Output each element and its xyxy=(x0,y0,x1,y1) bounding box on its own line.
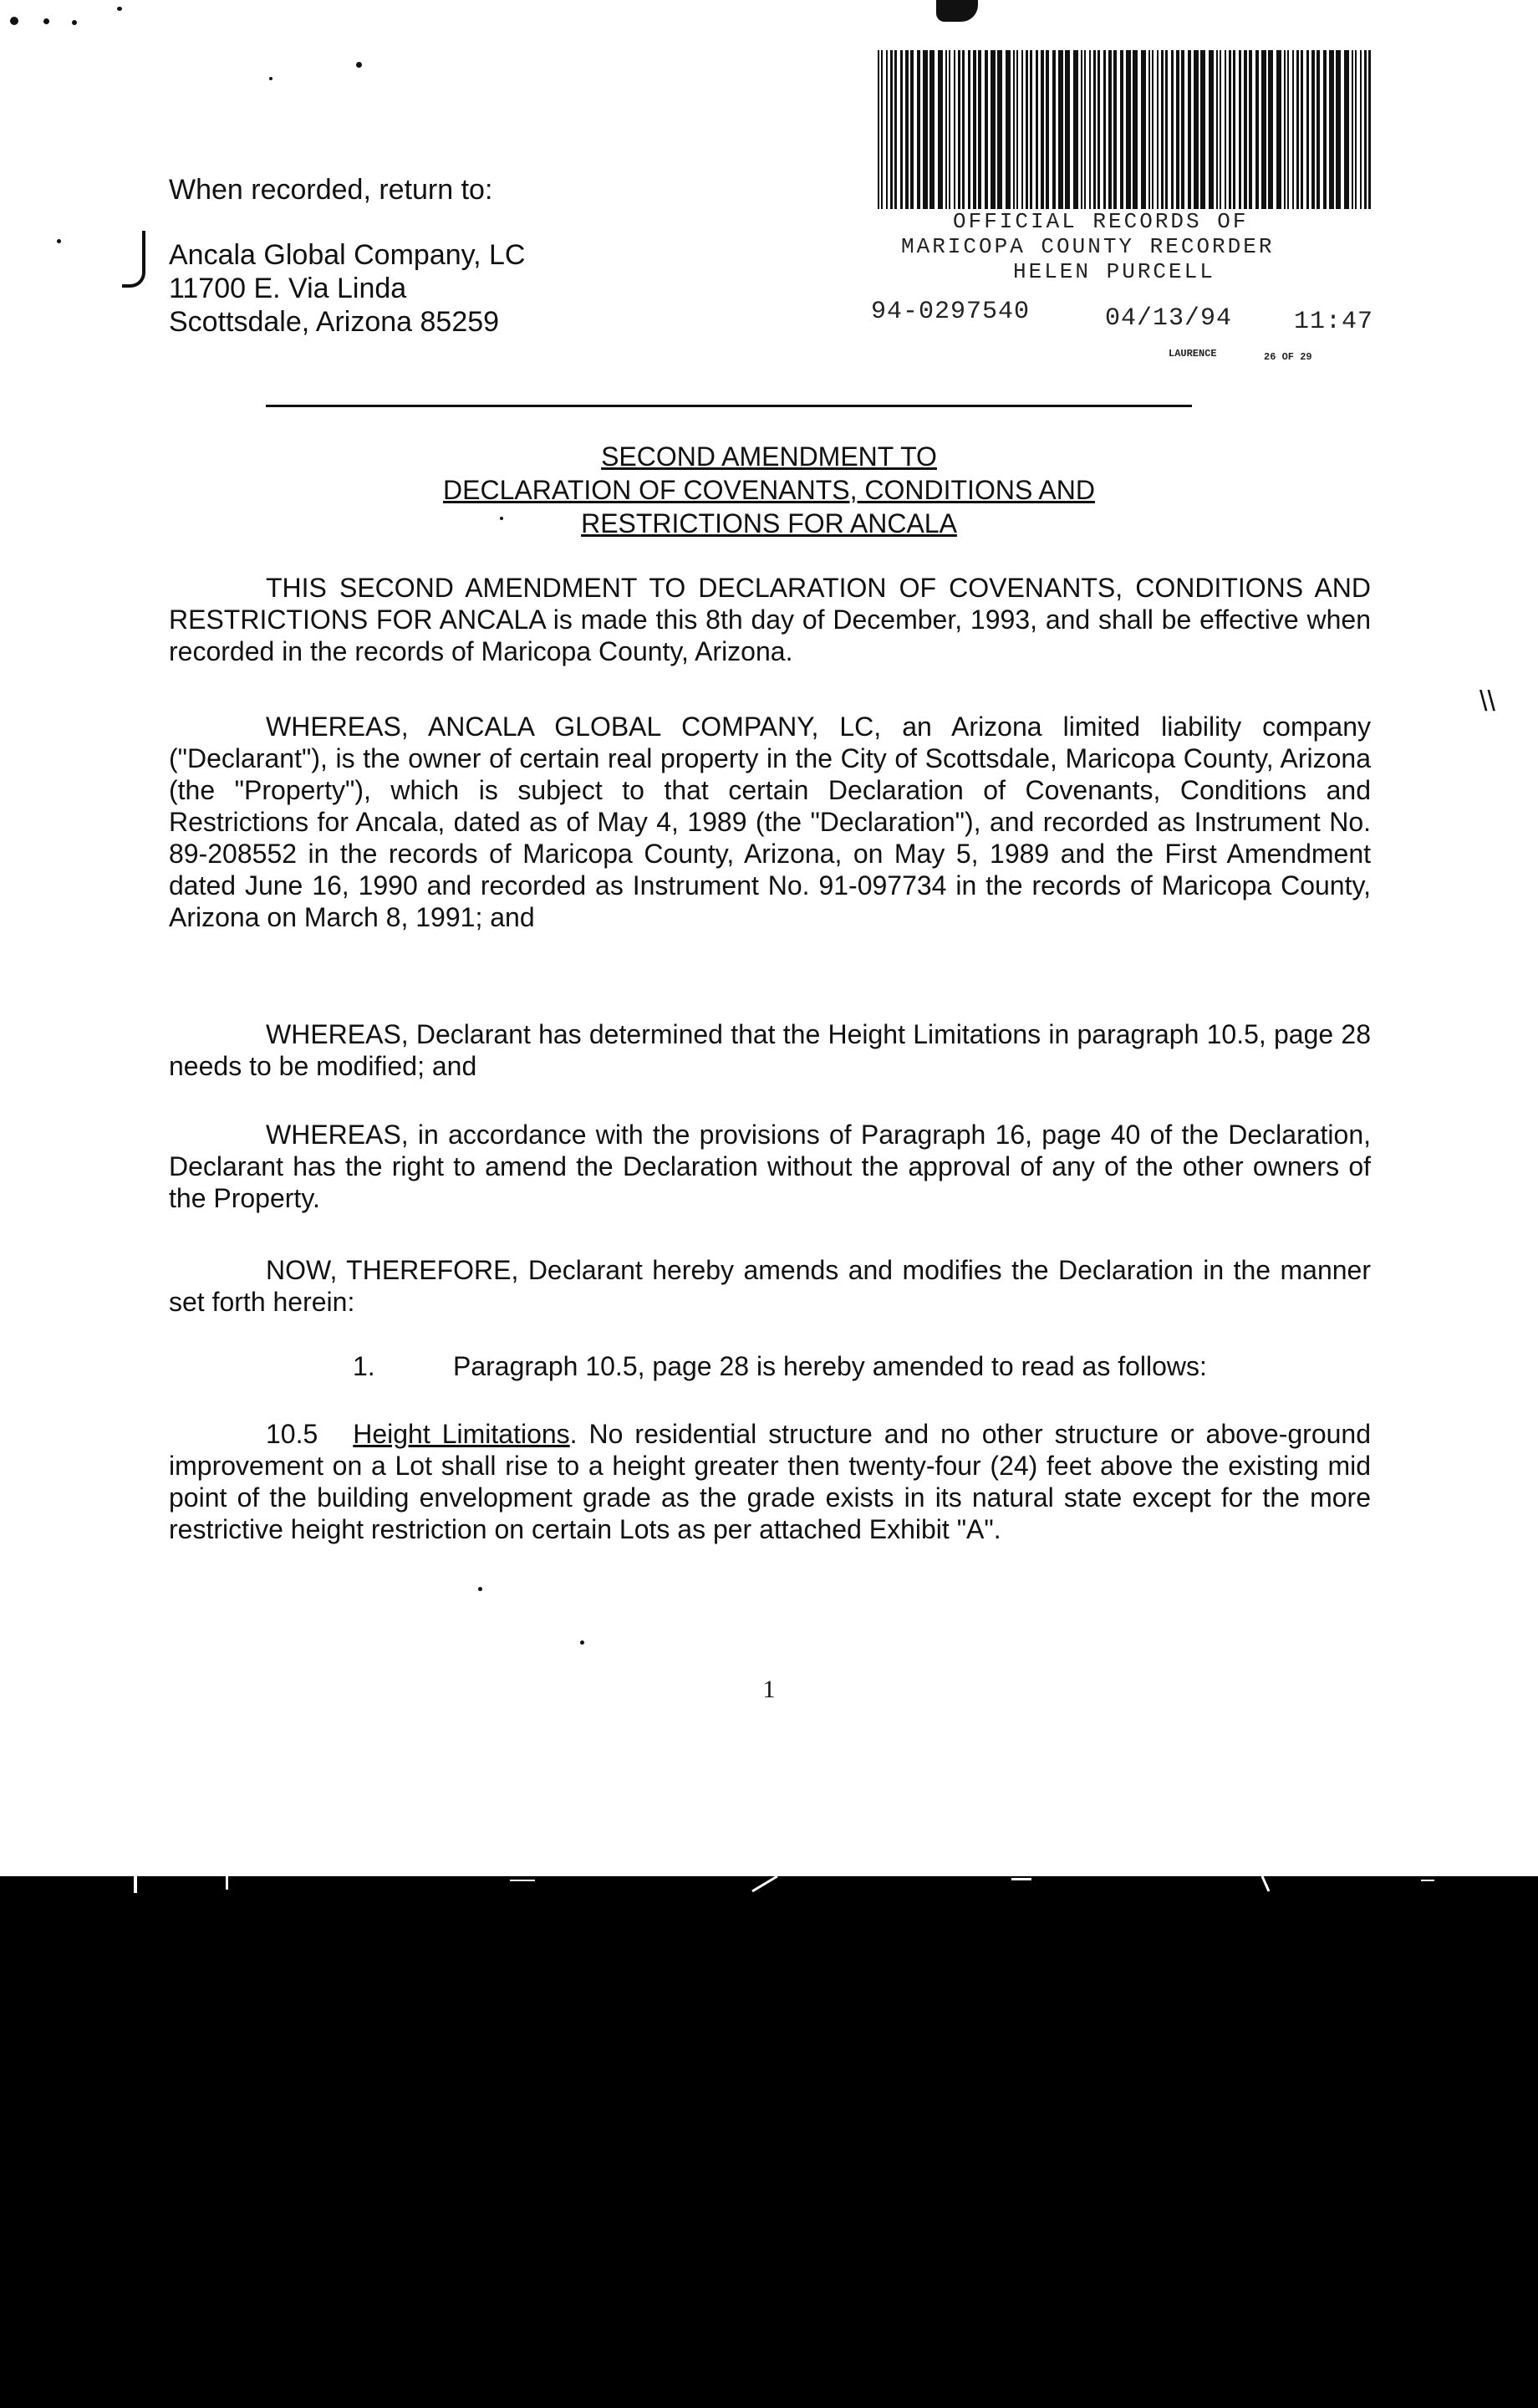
margin-mark: \\ xyxy=(1479,686,1495,717)
barcode-bar xyxy=(978,50,981,209)
barcode-bar xyxy=(1065,50,1070,209)
barcode-bar xyxy=(1296,50,1299,209)
amendment-item-text: Paragraph 10.5, page 28 is hereby amended to read as follows: xyxy=(453,1351,1207,1381)
barcode-bar xyxy=(1126,50,1131,209)
barcode-bar xyxy=(1021,50,1023,209)
barcode-bar xyxy=(1209,50,1214,209)
barcode-bar xyxy=(1368,50,1371,209)
barcode-bar xyxy=(1026,50,1028,209)
barcode-bar xyxy=(1352,50,1353,209)
ink-blot xyxy=(936,0,978,22)
barcode-bar xyxy=(1364,50,1367,209)
return-to-label: When recorded, return to: xyxy=(169,174,493,206)
barcode-bar xyxy=(886,50,888,209)
preamble-paragraph: THIS SECOND AMENDMENT TO DECLARATION OF COVENANTS, CONDITIONS AND RESTRICTIONS FOR ANCALA is made this 8th day of December, 1993, and shall be effective when recorded in the records of Maricopa County, Arizona. xyxy=(169,573,1371,666)
barcode-bar xyxy=(1216,50,1218,209)
barcode-bar xyxy=(1171,50,1174,209)
barcode-bar xyxy=(1336,50,1341,209)
barcode-bar xyxy=(1301,50,1303,209)
barcode-bar xyxy=(890,50,893,209)
section-number: 10.5 xyxy=(266,1419,318,1449)
barcode-bar xyxy=(1084,50,1086,209)
recorder-stamp-line: OFFICIAL RECORDS OF xyxy=(953,209,1249,234)
barcode-bar xyxy=(973,50,976,209)
barcode-bar xyxy=(985,50,988,209)
instrument-number: 94-0297540 xyxy=(871,298,1031,326)
barcode-bar xyxy=(1229,50,1231,209)
barcode-bar xyxy=(929,50,935,209)
barcode-bar xyxy=(1036,50,1038,209)
barcode-bar xyxy=(1046,50,1049,209)
barcode-bar xyxy=(900,50,903,209)
section-heading: Height Limitations xyxy=(353,1419,570,1449)
barcode-bar xyxy=(1360,50,1362,209)
barcode-bar xyxy=(1141,50,1146,209)
barcode-bar xyxy=(1188,50,1191,209)
barcode-bar xyxy=(1165,50,1168,209)
barcode-bar xyxy=(894,50,897,209)
barcode-bar xyxy=(1344,50,1349,209)
barcode-bar xyxy=(1073,50,1078,209)
horizontal-rule xyxy=(266,405,1192,407)
barcode-bar xyxy=(1323,50,1327,209)
barcode-bar xyxy=(1181,50,1184,209)
barcode-bar xyxy=(1058,50,1063,209)
barcode-bar xyxy=(1081,50,1082,209)
barcode-bar xyxy=(1093,50,1096,209)
barcode xyxy=(878,50,1371,209)
barcode-bar xyxy=(1108,50,1112,209)
barcode-bar xyxy=(1306,50,1309,209)
document-title-line: DECLARATION OF COVENANTS, CONDITIONS AND xyxy=(443,475,1095,505)
barcode-bar xyxy=(881,50,883,209)
barcode-bar xyxy=(1041,50,1044,209)
barcode-bar xyxy=(1329,50,1334,209)
amendment-item-number: 1. xyxy=(353,1351,375,1381)
document-title-line: SECOND AMENDMENT TO xyxy=(601,441,937,472)
whereas-paragraph: WHEREAS, ANCALA GLOBAL COMPANY, LC, an Arizona limited liability company ("Declarant"), is the owner of certain real property in the City of Scottsdale, Maricopa County, Arizona (the "Property"), which is subject to that certain Declaration of Covenants, Conditions and Restrictions for Ancala, dated as of May 4, 1989 (the "Declaration"), and recorded as Instrument No. 89-208552 in the records of Maricopa County, Arizona, on May 5, 1989 and the First Amendment dated June 16, 1990 and recorded as Instrument No. 91-097734 in the records of Maricopa County, Arizona on March 8, 1991; and xyxy=(169,712,1371,932)
barcode-bar xyxy=(968,50,970,209)
barcode-bar xyxy=(1276,50,1281,209)
scan-speck xyxy=(57,239,61,243)
barcode-bar xyxy=(923,50,928,209)
return-address-line: Ancala Global Company, LC xyxy=(169,239,526,271)
therefore-paragraph: NOW, THEREFORE, Declarant hereby amends and modifies the Declaration in the manner set forth herein: xyxy=(169,1255,1371,1317)
barcode-bar xyxy=(958,50,960,209)
scan-speck xyxy=(580,1640,584,1645)
barcode-bar xyxy=(1261,50,1266,209)
barcode-bar xyxy=(1249,50,1252,209)
barcode-bar xyxy=(1052,50,1056,209)
barcode-bar xyxy=(1239,50,1241,209)
barcode-bar xyxy=(1089,50,1091,209)
amendment-item xyxy=(353,1351,1207,1382)
barcode-bar xyxy=(1113,50,1117,209)
barcode-bar xyxy=(1287,50,1289,209)
barcode-bar xyxy=(1006,50,1011,209)
page-number: 1 xyxy=(762,1676,776,1703)
barcode-bar xyxy=(1220,50,1221,209)
barcode-bar xyxy=(1148,50,1150,209)
barcode-bar xyxy=(954,50,955,209)
return-address-line: 11700 E. Via Linda xyxy=(169,273,407,304)
barcode-bar xyxy=(1284,50,1286,209)
barcode-bar xyxy=(1268,50,1273,209)
barcode-bar xyxy=(910,50,914,209)
scan-speck xyxy=(43,18,49,24)
barcode-bar xyxy=(905,50,909,209)
section-paragraph xyxy=(169,1418,1371,1545)
whereas-paragraph: WHEREAS, Declarant has determined that the Height Limitations in paragraph 10.5, page 28 needs to be modified; and xyxy=(169,1019,1371,1081)
barcode-bar xyxy=(1233,50,1235,209)
barcode-bar xyxy=(1016,50,1018,209)
barcode-bar xyxy=(1194,50,1199,209)
barcode-bar xyxy=(1355,50,1357,209)
handwritten-mark xyxy=(122,231,145,288)
scan-speck xyxy=(117,7,122,11)
whereas-paragraph: WHEREAS, in accordance with the provisions of Paragraph 16, page 40 of the Declaration, Declarant has the right to amend the Declaration without the approval of any of the other owners of the Property. xyxy=(169,1120,1371,1213)
scan-speck xyxy=(72,20,77,25)
section-text: . No residential structure and no other structure or above-ground improvement on a Lot shall rise to a height greater then twenty-four (24) feet above the existing mid point of the building envelopment grade as the grade exists in its natural state except for the more restrictive height restriction on certain Lots as per attached Exhibit "A". xyxy=(169,1419,1372,1544)
scan-black-band xyxy=(0,1876,1538,2408)
recorded-time: 11:47 xyxy=(1294,308,1374,336)
barcode-bar xyxy=(1013,50,1015,209)
barcode-bar xyxy=(945,50,947,209)
barcode-bar xyxy=(938,50,943,209)
recorder-stamp-line: MARICOPA COUNTY RECORDER xyxy=(901,234,1275,259)
scan-speck xyxy=(478,1587,482,1591)
barcode-bar xyxy=(1097,50,1100,209)
barcode-bar xyxy=(1200,50,1205,209)
barcode-bar xyxy=(1292,50,1294,209)
barcode-bar xyxy=(1311,50,1315,209)
barcode-bar xyxy=(1157,50,1159,209)
barcode-bar xyxy=(1255,50,1259,209)
barcode-bar xyxy=(997,50,1002,209)
scan-speck xyxy=(356,62,362,68)
scan-speck xyxy=(10,17,18,25)
scan-band-noise xyxy=(0,1876,1538,1893)
barcode-bar xyxy=(1030,50,1032,209)
barcode-bar xyxy=(1161,50,1164,209)
barcode-bar xyxy=(962,50,965,209)
barcode-bar xyxy=(1316,50,1320,209)
page-count: 26 OF 29 xyxy=(1264,351,1312,363)
barcode-bar xyxy=(1152,50,1154,209)
barcode-bar xyxy=(917,50,920,209)
barcode-bar xyxy=(1244,50,1247,209)
barcode-bar xyxy=(1133,50,1138,209)
clerk-name: LAURENCE xyxy=(1169,348,1217,360)
barcode-bar xyxy=(1225,50,1226,209)
barcode-bar xyxy=(1120,50,1123,209)
barcode-bar xyxy=(991,50,996,209)
recorder-stamp-line: HELEN PURCELL xyxy=(1013,259,1215,284)
barcode-bar xyxy=(1176,50,1179,209)
scan-speck xyxy=(269,77,272,80)
return-address-line: Scottsdale, Arizona 85259 xyxy=(169,306,500,338)
barcode-bar xyxy=(1103,50,1106,209)
document-title-line: RESTRICTIONS FOR ANCALA xyxy=(581,508,957,538)
recorded-date: 04/13/94 xyxy=(1105,304,1233,333)
barcode-bar xyxy=(878,50,879,209)
barcode-bar xyxy=(949,50,950,209)
